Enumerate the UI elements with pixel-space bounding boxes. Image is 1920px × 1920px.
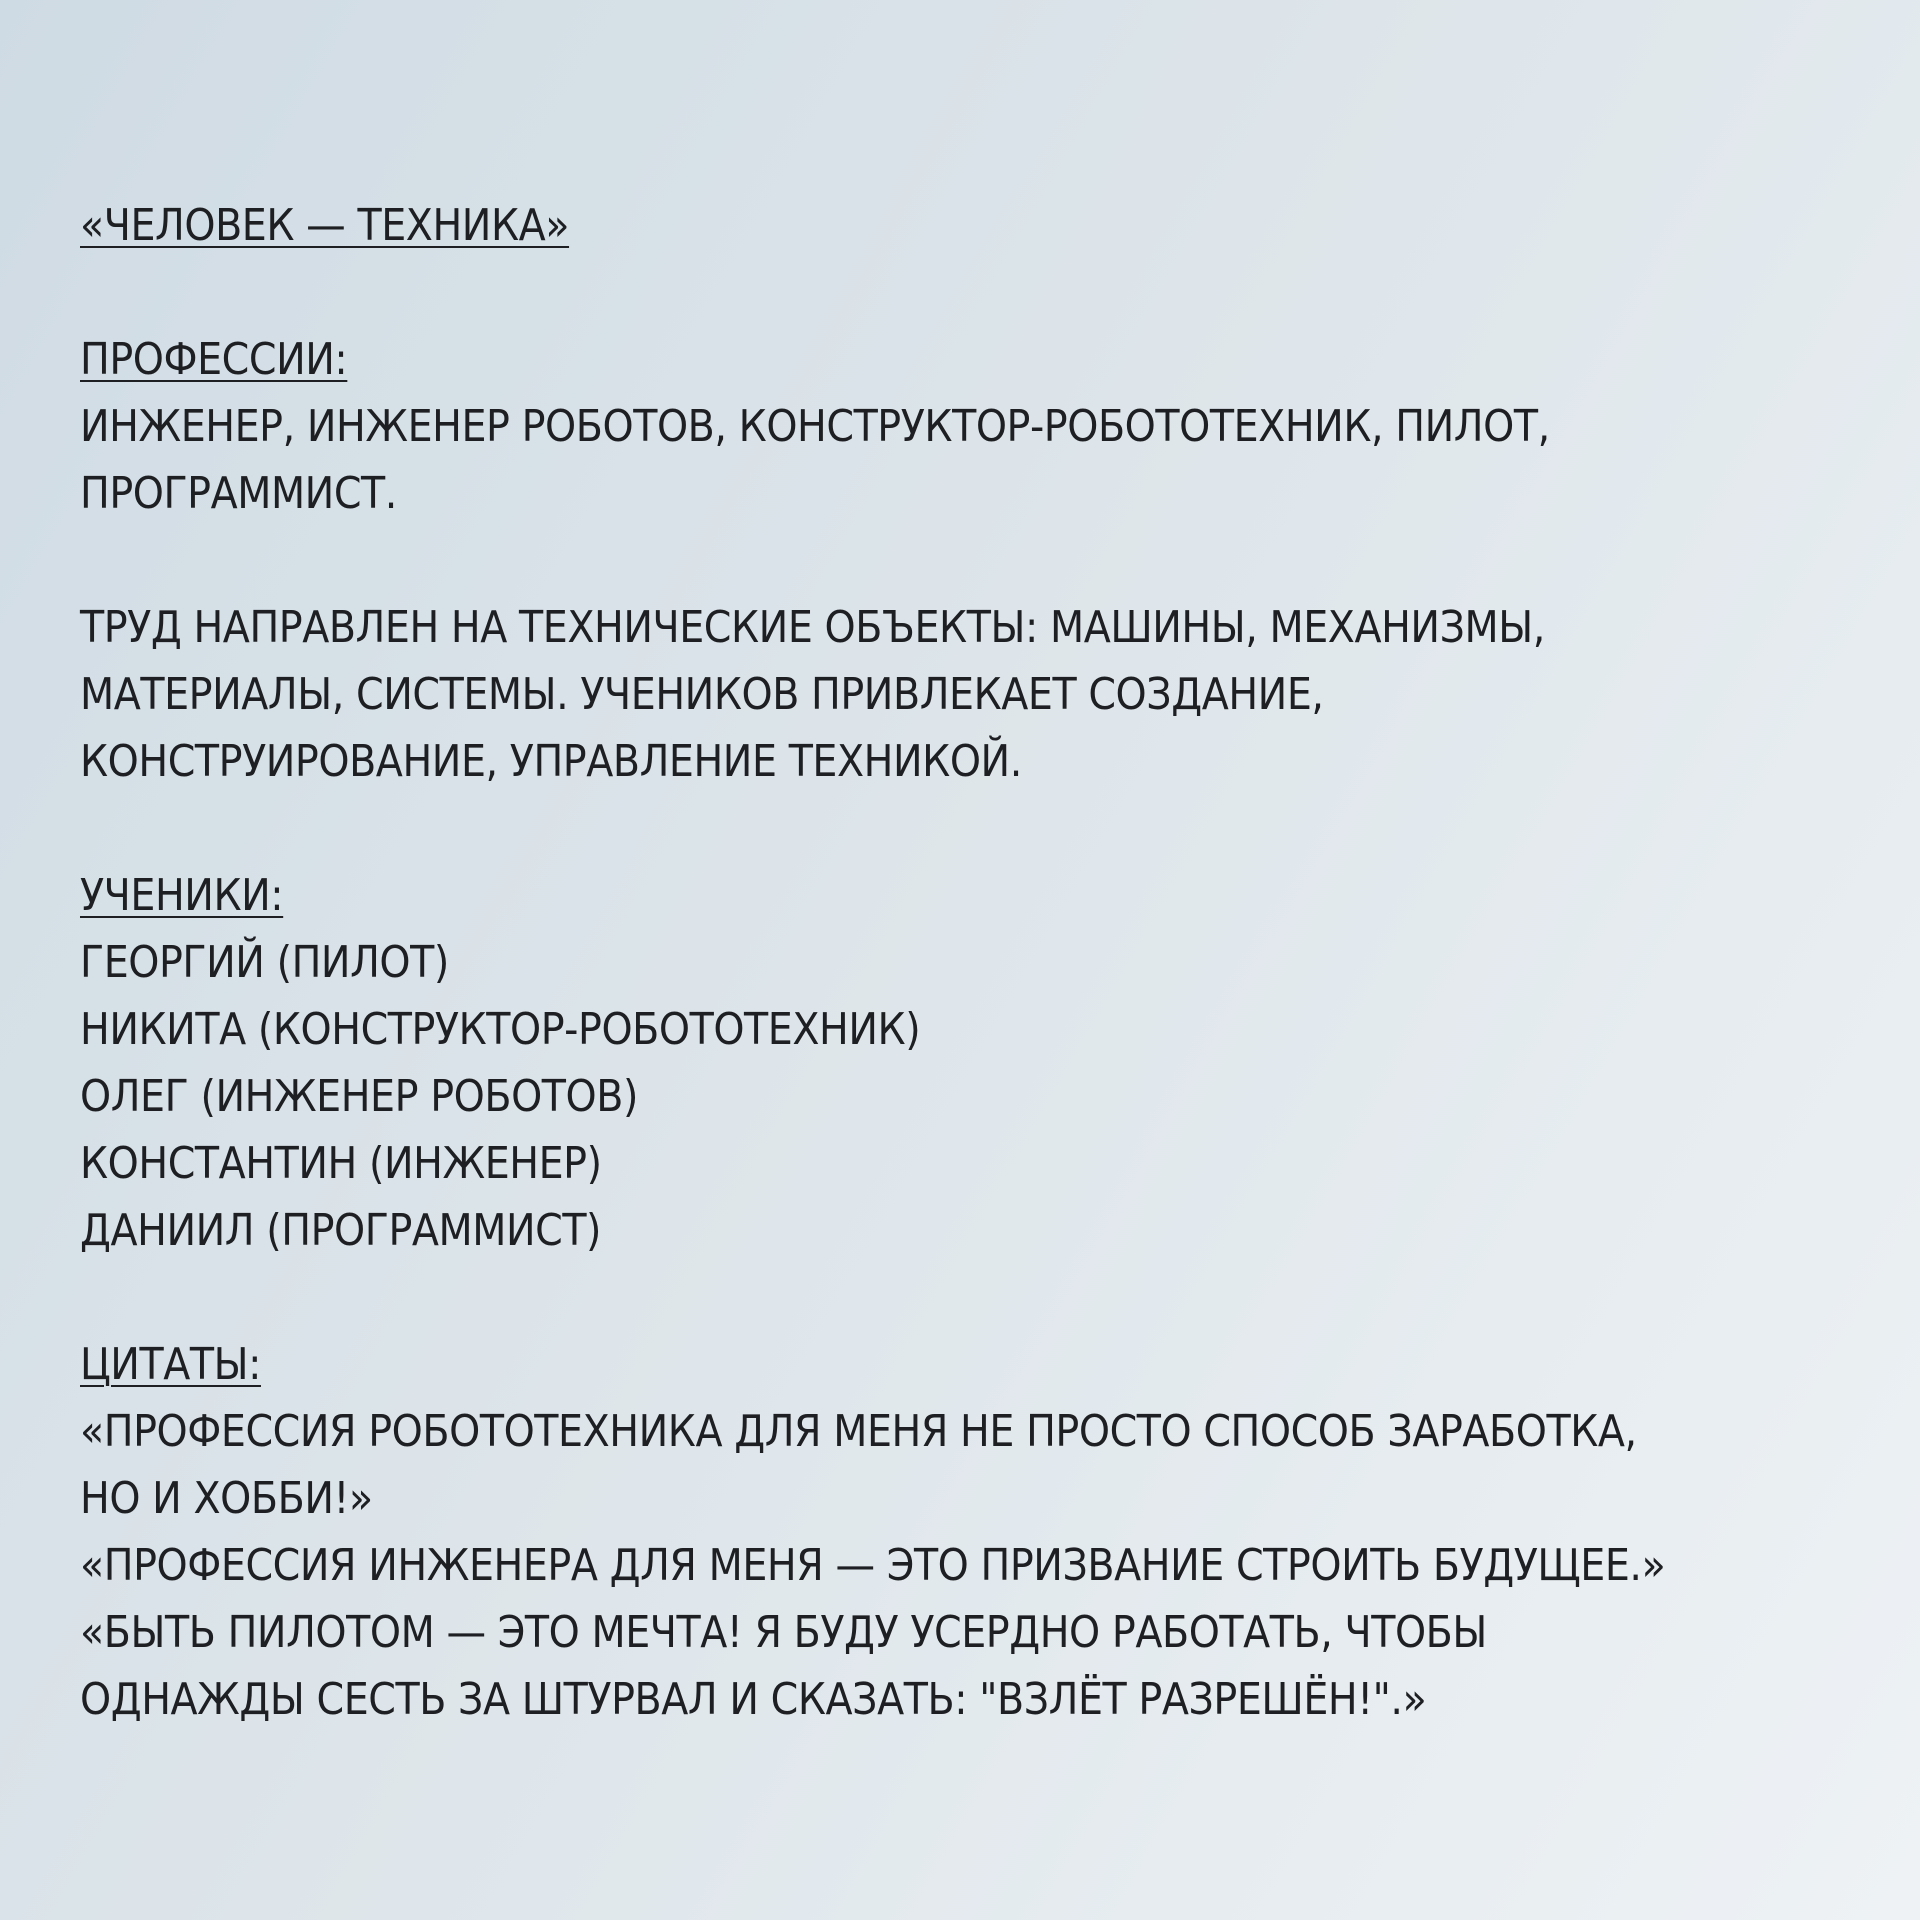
- student-item: ДАНИИЛ (ПРОГРАММИСТ): [80, 1205, 602, 1256]
- student-item: НИКИТА (КОНСТРУКТОР-РОБОТОТЕХНИК): [80, 1004, 921, 1055]
- quote-line: «ПРОФЕССИЯ ИНЖЕНЕРА ДЛЯ МЕНЯ — ЭТО ПРИЗВАНИЕ СТРОИТЬ БУДУЩЕЕ.»: [80, 1540, 1666, 1591]
- professions-section: [80, 326, 1844, 527]
- spacer: [80, 1264, 1844, 1331]
- spacer: [80, 259, 1844, 326]
- students-section: [80, 862, 1844, 1264]
- quotes-heading: ЦИТАТЫ:: [80, 1339, 261, 1390]
- description-line: КОНСТРУИРОВАНИЕ, УПРАВЛЕНИЕ ТЕХНИКОЙ.: [80, 736, 1022, 787]
- quote-line: «БЫТЬ ПИЛОТОМ — ЭТО МЕЧТА! Я БУДУ УСЕРДНО РАБОТАТЬ, ЧТОБЫ: [80, 1607, 1487, 1658]
- quote-line: ОДНАЖДЫ СЕСТЬ ЗА ШТУРВАЛ И СКАЗАТЬ: "ВЗЛЁТ РАЗРЕШЁН!".»: [80, 1674, 1427, 1725]
- student-item: ГЕОРГИЙ (ПИЛОТ): [80, 937, 449, 988]
- description-line: МАТЕРИАЛЫ, СИСТЕМЫ. УЧЕНИКОВ ПРИВЛЕКАЕТ СОЗДАНИЕ,: [80, 669, 1324, 720]
- quote-line: «ПРОФЕССИЯ РОБОТОТЕХНИКА ДЛЯ МЕНЯ НЕ ПРОСТО СПОСОБ ЗАРАБОТКА,: [80, 1406, 1637, 1457]
- description-section: [80, 594, 1844, 795]
- student-item: КОНСТАНТИН (ИНЖЕНЕР): [80, 1138, 602, 1189]
- students-heading: УЧЕНИКИ:: [80, 870, 284, 921]
- document-content: [80, 192, 1844, 1733]
- document-title: «ЧЕЛОВЕК — ТЕХНИКА»: [80, 200, 570, 251]
- professions-heading: ПРОФЕССИИ:: [80, 334, 348, 385]
- student-item: ОЛЕГ (ИНЖЕНЕР РОБОТОВ): [80, 1071, 638, 1122]
- quote-line: НО И ХОББИ!»: [80, 1473, 373, 1524]
- spacer: [80, 795, 1844, 862]
- professions-line: ПРОГРАММИСТ.: [80, 468, 397, 519]
- quotes-section: [80, 1331, 1844, 1733]
- professions-line: ИНЖЕНЕР, ИНЖЕНЕР РОБОТОВ, КОНСТРУКТОР-РОБОТОТЕХНИК, ПИЛОТ,: [80, 401, 1550, 452]
- spacer: [80, 527, 1844, 594]
- description-line: ТРУД НАПРАВЛЕН НА ТЕХНИЧЕСКИЕ ОБЪЕКТЫ: МАШИНЫ, МЕХАНИЗМЫ,: [80, 602, 1545, 653]
